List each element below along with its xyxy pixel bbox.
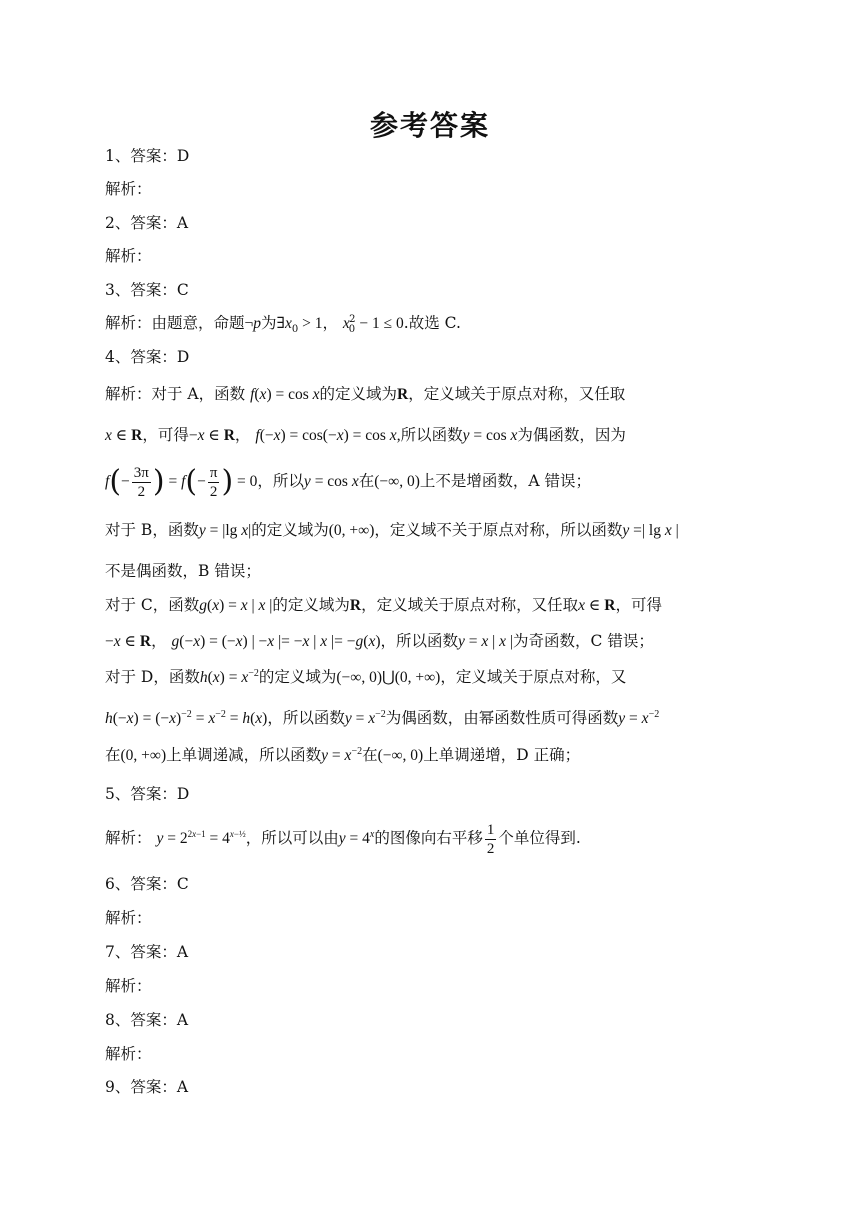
page-title: 参考答案	[369, 109, 490, 142]
answer-8: 8、答案：A	[105, 1011, 189, 1029]
analysis-4-line-6: 对于 C，函数g(x) = x | x |的定义域为R，定义域关于原点对称，又任取x ∈ R，可得	[105, 596, 662, 614]
answer-6: 6、答案：C	[105, 875, 189, 893]
analysis-8: 解析：	[105, 1045, 152, 1063]
answer-9: 9、答案：A	[105, 1078, 189, 1096]
answer-5: 5、答案：D	[105, 785, 190, 803]
analysis-4-line-7: −x ∈ R， g(−x) = (−x) | −x |= −x | x |= −g(x)，所以函数y = x | x |为奇函数，C 错误；	[105, 632, 654, 650]
analysis-4-line-2: x ∈ R，可得−x ∈ R， f(−x) = cos(−x) = cos x,所以函数y = cos x为偶函数，因为	[105, 426, 626, 444]
analysis-2: 解析：	[105, 247, 152, 265]
analysis-7: 解析：	[105, 977, 152, 995]
answer-3: 3、答案：C	[105, 281, 189, 299]
analysis-4-line-9: $h(-x) = (-x)^{-2} = x^{-2} = h(x)$，所以函数$y = x^{-2}$为偶函数，由幂函数性质可得函数$y = x^{-2}$	[105, 708, 660, 727]
answer-2: 2、答案：A	[105, 214, 189, 232]
analysis-4-line-4: 对于 B，函数y = |lg x|的定义域为(0, +∞)，定义域不关于原点对称，所以函数y =| lg x |	[105, 521, 679, 539]
analysis-1: 解析：	[105, 180, 152, 198]
answer-4: 4、答案：D	[105, 348, 190, 366]
analysis-4-line-1: 解析：对于 A，函数 f(x) = cos x的定义域为R，定义域关于原点对称，又任取	[105, 385, 626, 403]
analysis-4-line-5: 不是偶函数，B 错误；	[105, 562, 261, 580]
analysis-3: 解析：由题意，命题¬p为$\exists x_0 > 1$， $x_0^2 - 1 \le 0$.故选 C.	[105, 313, 461, 336]
analysis-6: 解析：	[105, 909, 152, 927]
analysis-4-line-3: f(− $\frac{3\pi}{2}$ ) = f(− $\frac{\pi}{2}$ ) = 0，所以y = cos x在(−∞, 0)上不是增函数，A 错误；	[105, 464, 591, 500]
analysis-4-line-10: 在(0, +∞)上单调递减，所以函数$y = x^{-2}$在(−∞, 0)上单调递增，D 正确；	[105, 745, 581, 764]
analysis-5: 解析： $y = 2^{2x-1} = 4^{x-\frac{1}{2}}$，所以可以由$y = 4^x$的图像向右平移 $\frac{1}{2}$ 个单位得到.	[105, 821, 581, 857]
answer-1: 1、答案：D	[105, 147, 190, 165]
answer-7: 7、答案：A	[105, 943, 189, 961]
analysis-4-line-8: 对于 D，函数$h(x) = x^{-2}$的定义域为(−∞, 0)⋃(0, +∞)，定义域关于原点对称，又	[105, 667, 627, 686]
